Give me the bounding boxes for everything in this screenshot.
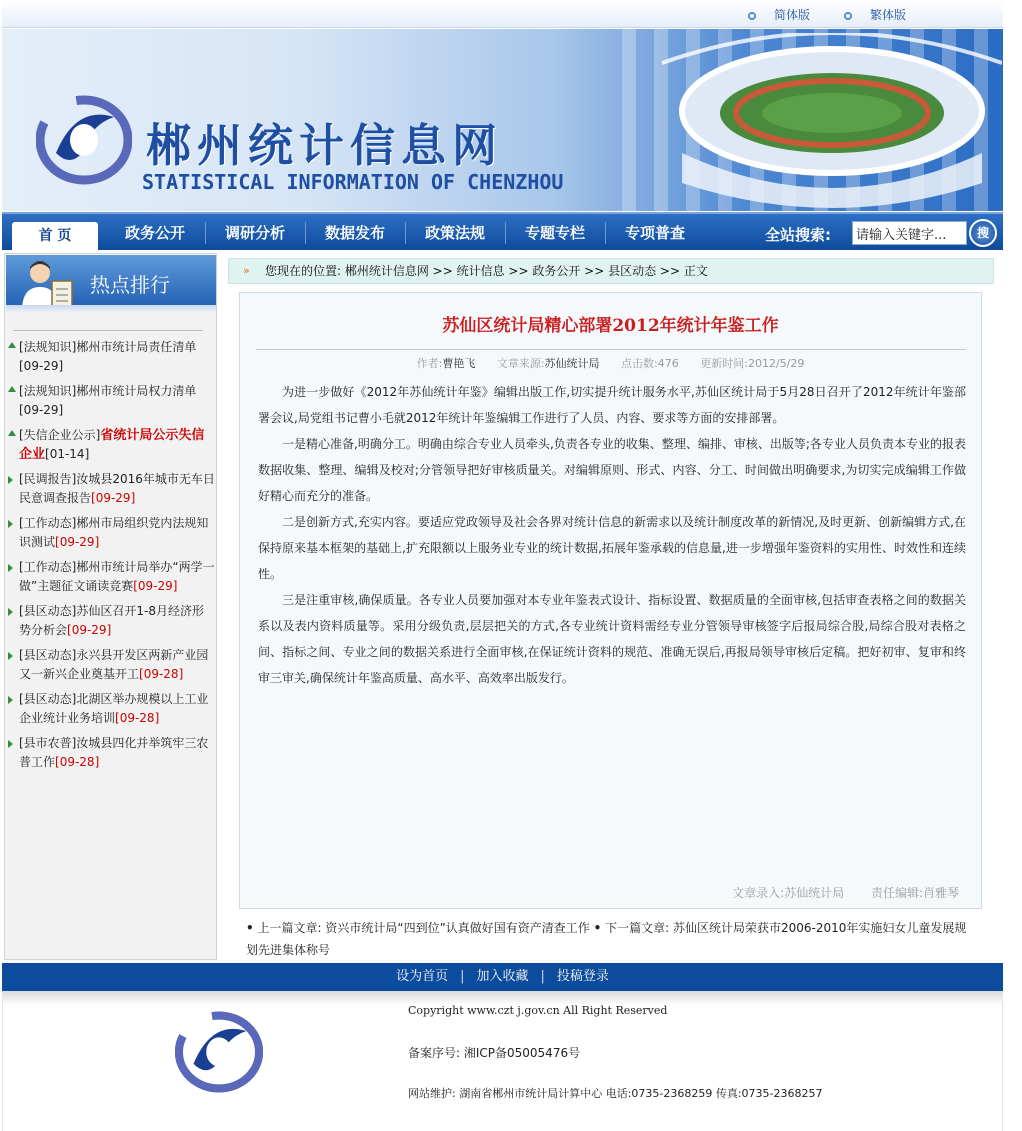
list-item-date: [09-29] (133, 579, 178, 593)
article-title: 苏仙区统计局精心部署2012年统计年鉴工作 (442, 316, 779, 336)
list-item-date: [09-28] (55, 755, 100, 769)
breadcrumb (228, 258, 994, 284)
arrow-icon (8, 564, 13, 572)
article-footer (240, 884, 959, 901)
bottom-link-bar (2, 963, 1003, 991)
stadium-image (642, 33, 1002, 211)
breadcrumb-text[interactable]: 您现在的位置: 郴州统计信息网 >> 统计信息 >> 政务公开 >> 县区动态 >> 正文 (265, 264, 708, 278)
nav-item-topics[interactable]: 专题专栏 (524, 224, 585, 242)
list-item-text: [县区动态]永兴县开发区两新产业园又一新兴企业奠基开工 (19, 648, 209, 681)
list-item-category: [失信企业公示] (19, 428, 101, 442)
footer-logo-icon (175, 1011, 263, 1093)
site-footer (2, 991, 1003, 1131)
arrow-icon (8, 652, 13, 660)
list-item[interactable] (7, 602, 215, 646)
bullet-icon (8, 342, 16, 348)
contribute-login-link[interactable]: 投稿登录 (556, 969, 609, 984)
list-item-date: [09-29] (55, 535, 100, 549)
search-label: 全站搜索: (765, 226, 831, 244)
list-item-text: [县区动态]苏仙区召开1-8月经济形势分析会 (19, 604, 204, 637)
entry-value: 苏仙统计局 (784, 886, 845, 900)
list-item-date: [09-29] (67, 623, 112, 637)
person-clipboard-icon (18, 259, 78, 311)
link-separator: | (460, 969, 465, 984)
list-item-highlight: 省统计局公示失信企业 (19, 428, 205, 462)
nav-item-census[interactable]: 专项普查 (624, 224, 685, 242)
hot-ranking-list (7, 338, 215, 778)
list-item-text: [法规知识]郴州市统计局责任清单 (19, 340, 197, 354)
sidebar-divider (13, 330, 203, 331)
arrow-icon (8, 696, 13, 704)
arrow-icon (8, 520, 13, 528)
bullet-icon (8, 386, 16, 392)
list-item-text: [县市农普]汝城县四化并举筑牢三农普工作 (19, 736, 209, 769)
nav-item-research[interactable]: 调研分析 (224, 224, 285, 242)
list-item-date: [09-29] (19, 403, 64, 417)
article-meta (240, 355, 981, 371)
prev-label: 上一篇文章: (257, 921, 322, 935)
site-logo-icon (36, 95, 132, 185)
link-separator: | (540, 969, 545, 984)
list-item-text: [工作动态]郴州市统计局举办“两学一做”主题征文诵读竞赛 (19, 560, 215, 593)
bullet-icon: • (246, 921, 254, 935)
bullet-icon (8, 430, 16, 436)
article-paragraph: 三是注重审核,确保质量。各专业人员要加强对本专业年鉴表式设计、指标设置、数据质量的全面审核,包括审查表格之间的数据关系以及表内资料质量等。采用分级负责,层层把关的方式,各专业统计资料需经专业分管领导审核签字后报局综合股,局综合股对表格之间、指标之间、专业之间的数据关系进行全面审核,在保证统计资料的规范、准确无误后,再报局领导审核后定稿。把好初审、复审和终审三审关,确保统计年鉴高质量、高水平、高效率出版发行。 (258, 593, 966, 685)
simplified-chinese-link[interactable] (748, 6, 810, 23)
search-input[interactable] (852, 221, 967, 245)
article-paragraph: 为进一步做好《2012年苏仙统计年鉴》编辑出版工作,切实提升统计服务水平,苏仙区统计局于5月28日召开了2012年统计年鉴部署会议,局党组书记曹小毛就2012年统计年鉴编辑工作进行了人员、内容、要求等方面的安排部署。 (258, 385, 966, 425)
prev-article-link[interactable]: 资兴市统计局“四到位”认真做好国有资产清查工作 (325, 921, 590, 935)
site-subtitle: STATISTICAL INFORMATION OF CHENZHOU (142, 170, 564, 194)
updated-label: 更新时间: (700, 357, 748, 370)
author-value: 曹艳飞 (442, 357, 476, 370)
list-item-date: [01-14] (45, 447, 90, 461)
article-paragraph: 一是精心准备,明确分工。明确由综合专业人员牵头,负责各专业的收集、整理、编排、审核、出版等;各专业人员负责本专业的报表数据收集、整理、编辑及校对;分管领导把好审核质量关。对编辑原则、形式、内容、分工、时间做出明确要求,为切实完成编辑工作做好精心而充分的准备。 (258, 437, 966, 503)
search-button[interactable]: 搜 (969, 219, 997, 247)
main-navigation (2, 212, 1003, 250)
list-item[interactable] (7, 646, 215, 690)
double-arrow-icon: » (243, 264, 250, 277)
list-item-text: [工作动态]郴州市局组织党内法规知识测试 (19, 516, 209, 549)
next-article-link[interactable]: 苏仙区统计局荣获市2006-2010年实施妇女儿童发展规划先进集体称号 (246, 921, 967, 957)
list-item-text: [民调报告]汝城县2016年城市无车日民意调查报告 (19, 472, 215, 505)
updated-value: 2012/5/29 (747, 357, 805, 370)
copyright-text: Copyright www.czt j.gov.cn All Right Reserved (408, 1004, 668, 1017)
list-item-text: [县区动态]北湖区举办规模以上工业企业统计业务培训 (19, 692, 209, 725)
list-item-date: [09-28] (139, 667, 184, 681)
nav-home-tab[interactable]: 首 页 (12, 222, 98, 252)
clicks-value: 476 (657, 357, 679, 370)
list-item[interactable] (7, 734, 215, 778)
arrow-icon (8, 608, 13, 616)
title-divider (256, 349, 966, 350)
editor-value: 肖雅琴 (922, 886, 959, 900)
list-item-date: [09-28] (115, 711, 160, 725)
list-item[interactable] (7, 382, 215, 426)
top-language-bar (2, 0, 1003, 28)
nav-item-data-release[interactable]: 数据发布 (324, 224, 385, 242)
author-label: 作者: (416, 357, 443, 370)
hot-ranking-sidebar (4, 253, 217, 960)
bullet-icon: • (593, 921, 602, 935)
nav-item-policy[interactable]: 政策法规 (424, 224, 485, 242)
header-shadow (6, 305, 216, 313)
entry-label: 文章录入: (732, 886, 785, 900)
simplified-label: 简体版 (774, 8, 811, 22)
list-item[interactable] (7, 514, 215, 558)
hot-ranking-header (6, 255, 216, 313)
list-item-date: [09-29] (19, 359, 64, 373)
list-item-text: [法规知识]郴州市统计局权力清单 (19, 384, 197, 398)
set-homepage-link[interactable]: 设为首页 (396, 969, 449, 984)
article-body (258, 379, 966, 691)
site-banner (2, 29, 1003, 211)
article-paragraph: 二是创新方式,充实内容。要适应党政领导及社会各界对统计信息的新需求以及统计制度改革的新情况,及时更新、创新编辑方式,在保持原来基本框架的基础上,扩充限额以上服务业专业的统计数据,拓展年鉴承载的信息量,进一步增强年鉴资料的实用性、时效性和连续性。 (258, 515, 966, 581)
bullet-icon (844, 12, 852, 20)
source-value: 苏仙统计局 (544, 357, 600, 370)
list-item[interactable] (7, 426, 215, 470)
list-item[interactable] (7, 338, 215, 382)
site-title: 郴州统计信息网 (146, 119, 504, 172)
list-item[interactable] (7, 690, 215, 734)
list-item[interactable] (7, 558, 215, 602)
hot-ranking-title: 热点排行 (90, 273, 170, 297)
clicks-label: 点击数: (621, 357, 658, 370)
maintainer-text: 网站维护: 湖南省郴州市统计局计算中心 电话:0735-2368259 传真:0735-2368257 (408, 1087, 823, 1100)
add-favorite-link[interactable]: 加入收藏 (476, 969, 529, 984)
traditional-label: 繁体版 (870, 8, 907, 22)
list-item-date: [09-29] (91, 491, 136, 505)
article-panel (239, 292, 982, 909)
traditional-chinese-link[interactable] (844, 6, 906, 23)
arrow-icon (8, 476, 13, 484)
arrow-icon (8, 740, 13, 748)
icp-text: 备案序号: 湘ICP备05005476号 (408, 1046, 581, 1060)
next-label: 下一篇文章: (605, 921, 670, 935)
bullet-icon (748, 12, 756, 20)
list-item[interactable] (7, 470, 215, 514)
editor-label: 责任编辑: (870, 886, 923, 900)
prev-next-links (246, 917, 976, 961)
source-label: 文章来源: (496, 357, 545, 370)
nav-item-government-affairs[interactable]: 政务公开 (124, 224, 185, 242)
